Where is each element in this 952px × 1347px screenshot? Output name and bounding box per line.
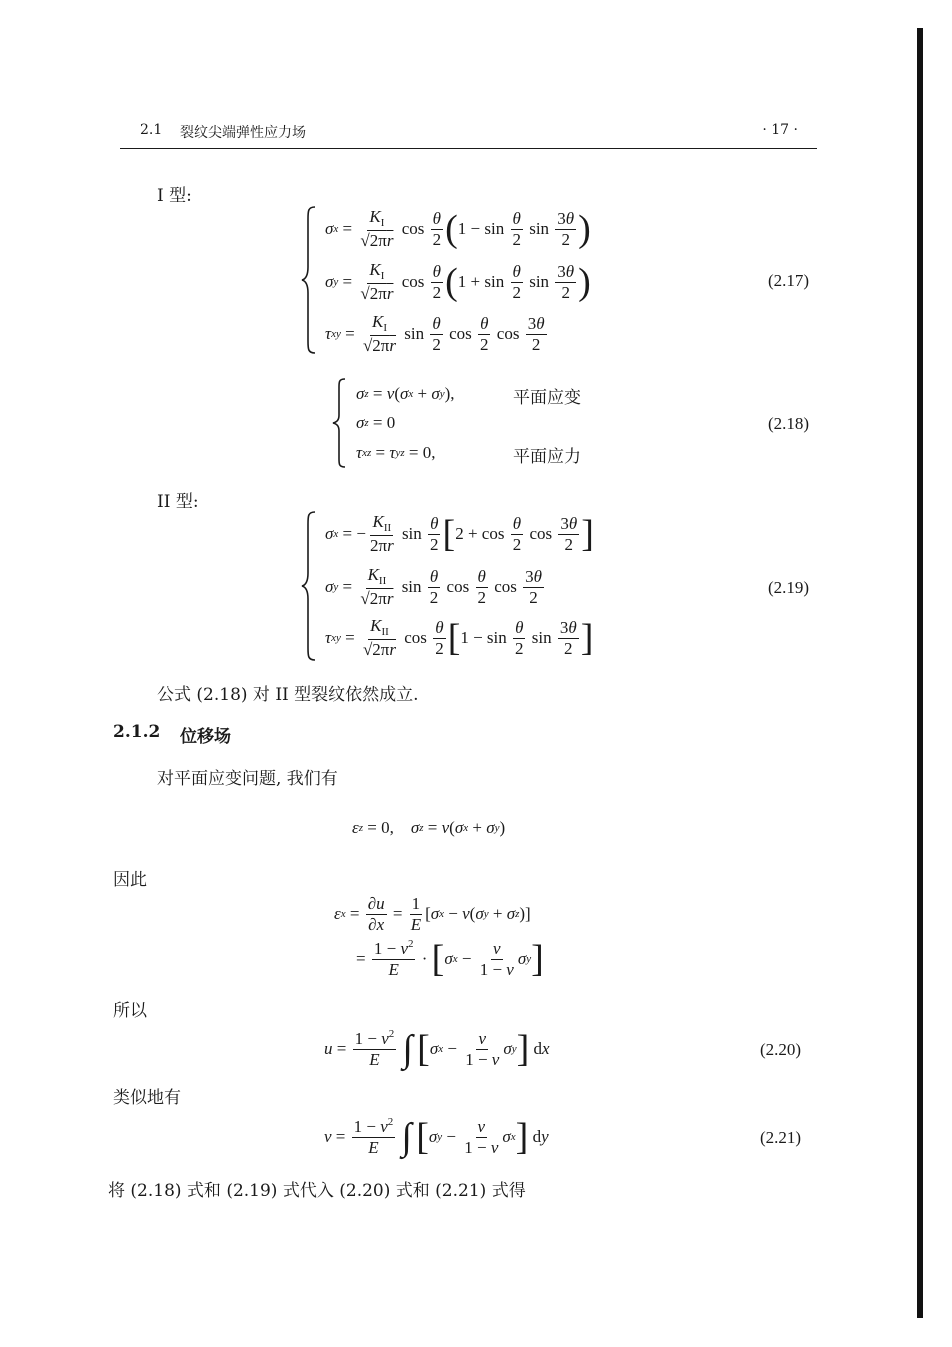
eq-label-2-18: (2.18) (768, 414, 810, 433)
paragraph-similarly: 类似地有 (113, 1088, 181, 1108)
eq-eps-z-zero: ε z = 0, σ z = ν ( σ x + σ y ) (352, 818, 506, 837)
plane-strain-label: 平面应变 (513, 388, 581, 408)
eq-2-19-tau-xy: τ xy = $\frac{K_{II}}{√2\pi r}$ cos $\frac{\theta}{2}$ [ 1 − sin $\frac{\theta}{2}$ sin $\frac{3\theta}{2}$ ] (325, 615, 594, 660)
eq-label-2-19: (2.19) (768, 578, 810, 597)
mode-2-label: II 型: (157, 492, 199, 512)
subsection-title: 位移场 (180, 727, 231, 747)
left-brace-2-17 (300, 205, 318, 355)
paragraph-mode2-remark: 公式 (2.18) 对 II 型裂纹依然成立. (157, 685, 419, 705)
plane-stress-label: 平面应力 (513, 447, 581, 467)
paragraph-so: 所以 (113, 1001, 147, 1021)
paragraph-substitute: 将 (2.18) 式和 (2.19) 式代入 (2.20) 式和 (2.21) 式得 (108, 1181, 526, 1201)
scan-edge-bar (917, 28, 923, 1318)
eq-2-19-sigma-x: σ x = − $\frac{K_{II}}{2\pi r}$ sin $\frac{\theta}{2}$ [ 2 + cos $\frac{\theta}{2}$ cos $\frac{3\theta}{2}$ ] (325, 511, 594, 556)
eq-2-18-plane-stress: τ xz = τ yz = 0, (356, 443, 436, 462)
header-section-number: 2.1 (140, 122, 163, 138)
header-section-title: 裂纹尖端弹性应力场 (180, 125, 306, 141)
eq-2-17-sigma-x: σ x = $\frac{K_I}{√2\pi r}$ cos $\frac{\theta}{2}$ ( 1 − sin $\frac{\theta}{2}$ sin $\frac{3\theta}{2}$ ) (325, 206, 591, 251)
running-header (140, 122, 820, 142)
paragraph-therefore: 因此 (113, 870, 147, 890)
eq-2-17-tau-xy: τ xy = $\frac{K_I}{√2\pi r}$ sin $\frac{\theta}{2}$ cos $\frac{\theta}{2}$ cos $\frac{3\theta}{2}$ (325, 311, 545, 356)
paragraph-plane-strain-intro: 对平面应变问题, 我们有 (157, 769, 338, 789)
eq-eps-x-line2: = $\frac{1 - \nu^2}{E}$ · [ σ x − $\frac{\nu}{1 - \nu}$ σ y ] (356, 938, 544, 980)
eq-label-2-20: (2.20) (760, 1040, 802, 1059)
header-rule (120, 148, 817, 149)
subsection-number: 2.1.2 (113, 722, 161, 742)
eq-label-2-21: (2.21) (760, 1128, 802, 1147)
eq-2-18-plane-strain: σ z = ν ( σ x + σ y ), (356, 384, 455, 403)
header-page-number: · 17 · (762, 122, 798, 138)
eq-2-18-sigma-z-zero: σ z = 0 (356, 413, 396, 432)
eq-eps-x-line1: ε x = $\frac{\partial u}{\partial x}$ = $\frac{1}{E}$ [ σ x − ν ( σ y + σ z )] (334, 893, 531, 934)
eq-2-20-u: u = $\frac{1 - \nu^2}{E}$ ∫ [ σ x − $\frac{\nu}{1 - \nu}$ σ y ] d x (324, 1028, 550, 1070)
left-brace-2-19 (300, 510, 318, 662)
eq-label-2-17: (2.17) (768, 271, 810, 290)
left-brace-2-18 (330, 377, 348, 469)
eq-2-17-sigma-y: σ y = $\frac{K_I}{√2\pi r}$ cos $\frac{\theta}{2}$ ( 1 + sin $\frac{\theta}{2}$ sin $\frac{3\theta}{2}$ ) (325, 259, 591, 304)
eq-2-21-v: v = $\frac{1 - \nu^2}{E}$ ∫ [ σ y − $\frac{\nu}{1 - \nu}$ σ x ] d y (324, 1116, 549, 1158)
mode-1-label: I 型: (157, 186, 192, 206)
eq-2-19-sigma-y: σ y = $\frac{K_{II}}{√2\pi r}$ sin $\frac{\theta}{2}$ cos $\frac{\theta}{2}$ cos $\frac{3\theta}{2}$ (325, 564, 542, 609)
